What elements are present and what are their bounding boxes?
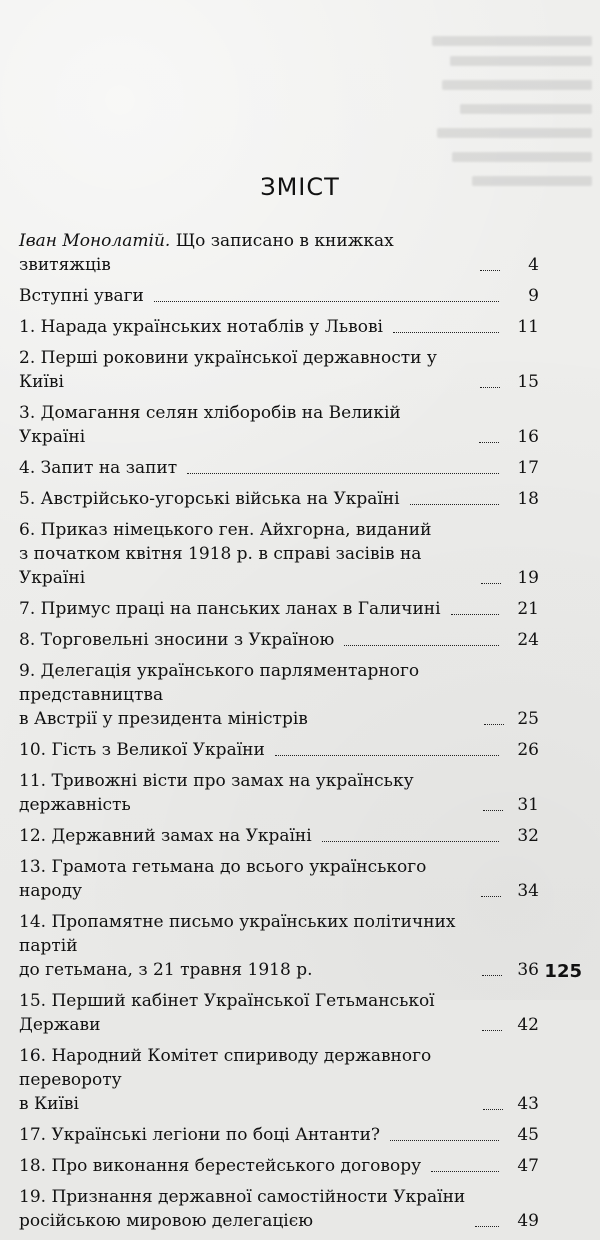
toc-entry: [19, 769, 539, 817]
toc-page-number: 19: [517, 568, 539, 588]
toc-entry: [19, 284, 539, 308]
toc-entry-text: 15. Перший кабінет Української Гетьманської Держави: [19, 991, 435, 1035]
toc-leader-dots: [390, 1140, 499, 1141]
toc-page-number: 34: [517, 881, 539, 901]
toc-page-number: 24: [517, 630, 539, 650]
toc-entry-text: 10. Гість з Великої України: [19, 740, 265, 760]
toc-page-number: 25: [517, 709, 539, 729]
toc-leader-dots: [275, 755, 499, 756]
toc-entry: [19, 346, 539, 394]
toc-page-number: 16: [517, 427, 539, 447]
toc-entry-text: 1. Нарада українських нотаблів у Львові: [19, 317, 383, 337]
toc-page-number: 36: [517, 960, 539, 980]
toc-entry-text: 2. Перші роковини української державности у Київі: [19, 348, 437, 392]
toc-entry: [19, 229, 539, 277]
toc-entry: [19, 597, 539, 621]
toc-entry-text: 5. Австрійсько-угорські війська на Україні: [19, 489, 400, 509]
toc-entry: [19, 1185, 539, 1233]
toc-page-number: 49: [517, 1211, 539, 1231]
toc-page-number: 26: [517, 740, 539, 760]
toc-entry: [19, 738, 539, 762]
toc-leader-dots: [481, 896, 501, 897]
toc-entry-text: 4. Запит на запит: [19, 458, 178, 478]
toc-leader-dots: [484, 724, 504, 725]
toc-entry: [19, 401, 539, 449]
toc-leader-dots: [410, 504, 499, 505]
toc-leader-dots: [187, 473, 499, 474]
toc-page-number: 43: [517, 1094, 539, 1114]
toc-entry-text: 7. Примус праці на панських ланах в Галичині: [19, 599, 441, 619]
page-number: 125: [544, 961, 582, 982]
toc-page-number: 45: [517, 1125, 539, 1145]
toc-leader-dots: [344, 645, 499, 646]
toc-entry-author: Іван Монолатій.: [19, 231, 171, 251]
toc-page-number: 32: [517, 826, 539, 846]
toc-leader-dots: [322, 841, 499, 842]
toc-entry-text: Іван Монолатій. Що записано в книжках звитяжців: [19, 231, 394, 275]
toc-entry: [19, 1154, 539, 1178]
toc-entry: [19, 824, 539, 848]
toc-page-number: 11: [517, 317, 539, 337]
toc-entry: [19, 628, 539, 652]
toc-entry: [19, 518, 539, 590]
toc-entry-text: 13. Грамота гетьмана до всього українського народу: [19, 857, 427, 901]
toc-entry: [19, 659, 539, 731]
toc-entry: [19, 1044, 539, 1116]
toc-leader-dots: [479, 442, 499, 443]
contents-title: ЗМІСТ: [260, 173, 340, 201]
toc-leader-dots: [480, 387, 500, 388]
toc-page-number: 17: [517, 458, 539, 478]
toc-entry-text: 6. Приказ німецького ген. Айхгорна, виданий з початком квітня 1918 р. в справі засівів на Україні: [19, 520, 432, 588]
toc-entry: [19, 910, 539, 982]
toc-leader-dots: [482, 975, 502, 976]
toc-page-number: 9: [528, 286, 539, 306]
toc-entry-text: 18. Про виконання берестейського договору: [19, 1156, 422, 1176]
toc-entry-text: 16. Народний Комітет спириводу державного перевороту в Київі: [19, 1046, 432, 1114]
toc-entry-text: 19. Признання державної самостійности України російською мировою делегацією: [19, 1187, 466, 1231]
toc-leader-dots: [154, 301, 499, 302]
toc-entry-text: 11. Тривожні вісти про замах на українську державність: [19, 771, 414, 815]
toc-entry-text: 9. Делегація українського парляментарного представництва в Австрії у президента міністрів: [19, 661, 420, 729]
toc-leader-dots: [431, 1171, 499, 1172]
toc-page-number: 15: [517, 372, 539, 392]
toc-leader-dots: [475, 1226, 499, 1227]
toc-entry-text: 17. Українські легіони по боці Антанти?: [19, 1125, 381, 1145]
toc-entry-text: 12. Державний замах на Україні: [19, 826, 312, 846]
toc-leader-dots: [451, 614, 499, 615]
toc-entry: [19, 989, 539, 1037]
toc-entry: [19, 855, 539, 903]
toc-page-number: 47: [517, 1156, 539, 1176]
toc-entry: [19, 487, 539, 511]
toc-entry-text: Вступні уваги: [19, 286, 144, 306]
toc-leader-dots: [483, 1109, 503, 1110]
toc-entry-text: 8. Торговельні зносини з Україною: [19, 630, 335, 650]
toc-leader-dots: [483, 810, 503, 811]
toc-entry: [19, 315, 539, 339]
toc-leader-dots: [481, 583, 501, 584]
bleed-through-text: [430, 28, 600, 193]
table-of-contents: [19, 229, 539, 1240]
toc-entry-text: 3. Домагання селян хліборобів на Великій Україні: [19, 403, 401, 447]
toc-page-number: 31: [517, 795, 539, 815]
toc-leader-dots: [480, 270, 500, 271]
toc-leader-dots: [393, 332, 499, 333]
toc-page-number: 18: [517, 489, 539, 509]
toc-leader-dots: [482, 1030, 502, 1031]
toc-entry: [19, 1123, 539, 1147]
toc-entry: [19, 456, 539, 480]
toc-page-number: 21: [517, 599, 539, 619]
toc-page-number: 4: [528, 255, 539, 275]
toc-page-number: 42: [517, 1015, 539, 1035]
toc-entry-text: 14. Пропамятне письмо українських політичних партій до гетьмана, з 21 травня 1918 р.: [19, 912, 456, 980]
